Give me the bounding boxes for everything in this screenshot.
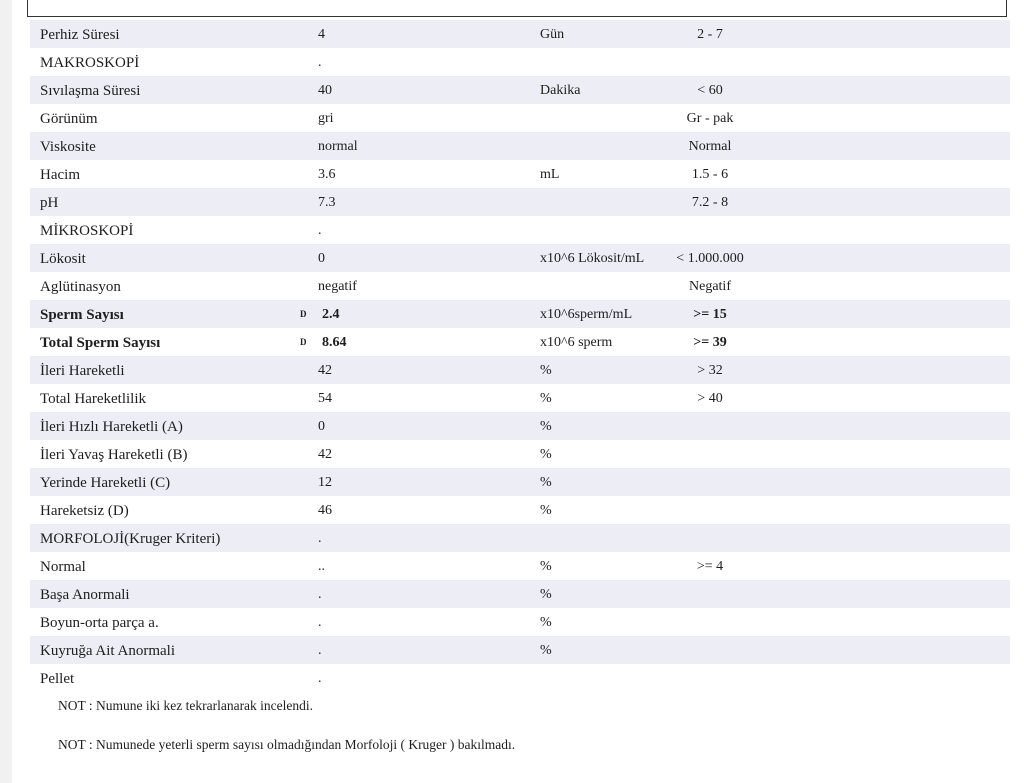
- reference-range: 7.2 - 8: [691, 195, 729, 210]
- table-row: [30, 440, 1010, 468]
- result-value: 3.6: [318, 167, 336, 182]
- test-name: Total Sperm Sayısı: [40, 335, 161, 351]
- table-row: [30, 664, 1010, 692]
- result-value: negatif: [318, 279, 357, 294]
- table-row: [30, 412, 1010, 440]
- table-row: [30, 524, 1010, 552]
- table-row: [30, 608, 1010, 636]
- unit-label: x10^6sperm/mL: [540, 307, 633, 322]
- table-row: [30, 132, 1010, 160]
- result-value: .: [318, 223, 322, 238]
- flag-indicator: D: [300, 337, 307, 347]
- test-name: Hareketsiz (D): [40, 503, 129, 519]
- result-value: 7.3: [318, 195, 336, 210]
- table-row: [30, 48, 1010, 76]
- result-value: 42: [318, 447, 332, 462]
- unit-label: %: [540, 391, 552, 406]
- result-value: ..: [318, 559, 325, 574]
- unit-label: %: [540, 587, 552, 602]
- table-row: [30, 300, 1010, 328]
- result-value: 42: [318, 363, 332, 378]
- test-name: Sperm Sayısı: [40, 307, 124, 323]
- table-row: [30, 496, 1010, 524]
- unit-label: mL: [540, 167, 560, 182]
- result-value: gri: [318, 111, 334, 126]
- unit-label: %: [540, 559, 552, 574]
- unit-label: %: [540, 643, 552, 658]
- reference-range: >= 4: [696, 559, 724, 574]
- test-name: Kuyruğa Ait Anormali: [40, 643, 175, 659]
- table-row: [30, 356, 1010, 384]
- table-row: [30, 468, 1010, 496]
- table-row: [30, 384, 1010, 412]
- result-value: normal: [318, 139, 358, 154]
- test-name: Total Hareketlilik: [40, 391, 146, 407]
- test-name: İleri Yavaş Hareketli (B): [40, 447, 188, 463]
- reference-range: < 60: [697, 83, 723, 98]
- result-value: 54: [318, 391, 332, 406]
- test-name: Görünüm: [40, 111, 98, 127]
- results-table: [30, 20, 1010, 692]
- unit-label: %: [540, 419, 552, 434]
- test-name: Viskosite: [40, 139, 96, 155]
- result-value: 0: [318, 251, 325, 266]
- unit-label: %: [540, 615, 552, 630]
- result-value: 0: [318, 419, 325, 434]
- test-name: Normal: [40, 559, 86, 575]
- result-value: .: [318, 531, 322, 546]
- reference-range: < 1.000.000: [676, 251, 744, 266]
- note-line: NOT : Numune iki kez tekrarlanarak incelendi.: [58, 698, 314, 713]
- report-page: [12, 0, 1024, 783]
- reference-range: Gr - pak: [686, 111, 734, 126]
- table-row: [30, 20, 1010, 48]
- unit-label: %: [540, 363, 552, 378]
- reference-range: >= 15: [693, 307, 727, 322]
- unit-label: Gün: [540, 27, 565, 42]
- note-line: NOT : Numunede yeterli sperm sayısı olmadığından Morfoloji ( Kruger ) bakılmadı.: [58, 737, 516, 752]
- test-name: Lökosit: [40, 251, 86, 267]
- unit-label: %: [540, 503, 552, 518]
- test-name: MAKROSKOPİ: [40, 55, 140, 71]
- test-name: Başa Anormali: [40, 587, 130, 603]
- table-row: [30, 76, 1010, 104]
- unit-label: %: [540, 475, 552, 490]
- test-name: Aglütinasyon: [40, 279, 121, 295]
- result-value: 4: [318, 27, 325, 42]
- result-value: .: [318, 55, 322, 70]
- test-name: pH: [40, 195, 59, 211]
- result-value: .: [318, 671, 322, 686]
- unit-label: x10^6 Lökosit/mL: [540, 251, 645, 266]
- result-value: .: [318, 615, 322, 630]
- flag-indicator: D: [300, 309, 307, 319]
- result-value: .: [318, 587, 322, 602]
- table-row: [30, 636, 1010, 664]
- header-frame: [27, 0, 1007, 17]
- table-row: [30, 188, 1010, 216]
- unit-label: %: [540, 447, 552, 462]
- result-value: 2.4: [322, 307, 340, 322]
- reference-range: Normal: [688, 139, 732, 154]
- reference-range: 1.5 - 6: [691, 167, 729, 182]
- result-value: 40: [318, 83, 332, 98]
- result-value: 8.64: [322, 335, 347, 350]
- result-value: 46: [318, 503, 332, 518]
- test-name: Perhiz Süresi: [40, 27, 120, 43]
- test-name: Hacim: [40, 167, 80, 183]
- test-name: MİKROSKOPİ: [40, 223, 134, 239]
- table-row: [30, 104, 1010, 132]
- test-name: İleri Hareketli: [40, 363, 125, 379]
- table-row: [30, 328, 1010, 356]
- table-row: [30, 580, 1010, 608]
- test-name: MORFOLOJİ(Kruger Kriteri): [40, 531, 221, 547]
- reference-range: 2 - 7: [697, 27, 723, 42]
- table-row: [30, 552, 1010, 580]
- table-row: [30, 244, 1010, 272]
- test-name: Yerinde Hareketli (C): [40, 475, 171, 491]
- result-value: 12: [318, 475, 332, 490]
- reference-range: > 32: [697, 363, 723, 378]
- test-name: Boyun-orta parça a.: [40, 615, 159, 631]
- reference-range: Negatif: [689, 279, 731, 294]
- table-row: [30, 272, 1010, 300]
- result-value: .: [318, 643, 322, 658]
- test-name: Pellet: [40, 671, 75, 687]
- table-row: [30, 216, 1010, 244]
- reference-range: >= 39: [693, 335, 727, 350]
- unit-label: x10^6 sperm: [540, 335, 613, 350]
- unit-label: Dakika: [540, 83, 581, 98]
- test-name: İleri Hızlı Hareketli (A): [40, 419, 183, 435]
- table-row: [30, 160, 1010, 188]
- reference-range: > 40: [697, 391, 723, 406]
- test-name: Sıvılaşma Süresi: [40, 83, 141, 99]
